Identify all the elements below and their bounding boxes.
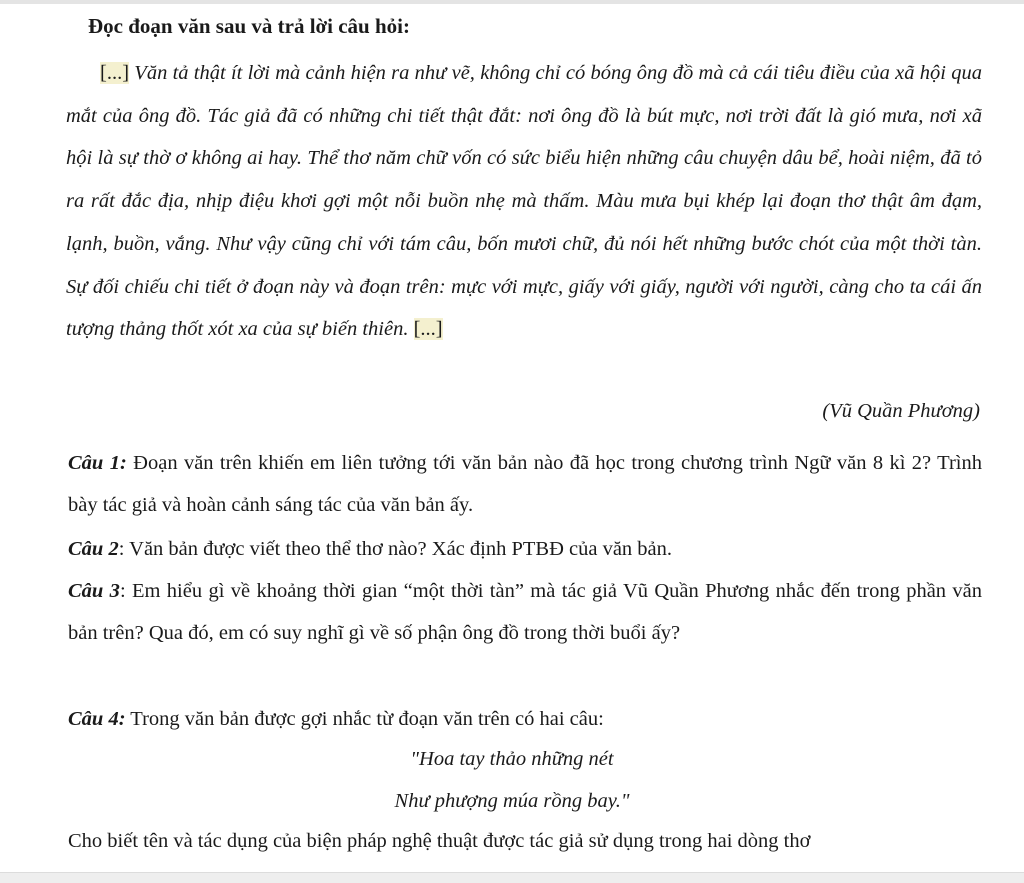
passage-text: Văn tả thật ít lời mà cảnh hiện ra như vẽ, không chỉ có bóng ông đồ mà cả cái tiêu điều của xã hội qua mắt của ông đồ. Tác giả đã có những chi tiết thật đắt: nơi ông đồ là bút mực, nơi trời đất là gió mưa, nơi xã hội là sự thờ ơ không ai hay. Thể thơ năm chữ vốn có sức biểu hiện những câu chuyện dâu bể, hoài niệm, đã tỏ ra rất đắc địa, nhịp điệu khơi gợi một nỗi buồn nhẹ mà thấm. Màu mưa bụi khép lại đoạn thơ thật âm đạm, lạnh, buồn, vắng. Như vậy cũng chỉ với tám câu, bốn mươi chữ, đủ nói hết những bước chót của một thời tàn. Sự đối chiếu chi tiết ở đoạn này và đoạn trên: mực với mực, giấy với giấy, người với người, càng cho ta cái ấn tượng thảng thốt xót xa của sự biến thiên. (66, 62, 982, 341)
verse-line-2: Như phượng múa rồng bay." (394, 790, 630, 812)
question-2-text: : Văn bản được viết theo thể thơ nào? Xác định PTBĐ của văn bản. (118, 538, 673, 560)
question-4-text: Trong văn bản được gợi nhắc từ đoạn văn trên có hai câu: (125, 708, 604, 730)
question-2 (68, 528, 982, 570)
instruction-heading: Đọc đoạn văn sau và trả lời câu hỏi: (88, 14, 410, 38)
question-1-label: Câu 1: (68, 452, 127, 474)
question-3 (68, 570, 982, 654)
question-4 (68, 698, 982, 740)
question-1 (68, 442, 982, 526)
passage-author: (Vũ Quần Phương) (822, 400, 980, 422)
ellipsis-marker-open: [...] (100, 62, 130, 84)
question-4-label: Câu 4: (68, 708, 126, 730)
question-3-label: Câu 3 (68, 580, 120, 602)
ellipsis-marker-close: [...] (413, 318, 443, 341)
question-3-text: : Em hiểu gì về khoảng thời gian “một thời tàn” mà tác giả Vũ Quần Phương nhắc đến trong phần văn bản trên? Qua đó, em có suy nghĩ gì về số phận ông đồ trong thời buổi ấy? (68, 580, 983, 644)
question-1-text: Đoạn văn trên khiến em liên tưởng tới văn bản nào đã học trong chương trình Ngữ văn 8 kì 2? Trình bày tác giả và hoàn cảnh sáng tác của văn bản ấy. (68, 452, 982, 516)
quoted-passage (66, 52, 982, 351)
page-bottom-edge (0, 872, 1024, 883)
verse-line-1: "Hoa tay thảo những nét (410, 748, 614, 770)
question-4-prompt: Cho biết tên và tác dụng của biện pháp nghệ thuật được tác giả sử dụng trong hai dòng thơ (68, 830, 811, 852)
question-2-label: Câu 2 (68, 538, 119, 560)
